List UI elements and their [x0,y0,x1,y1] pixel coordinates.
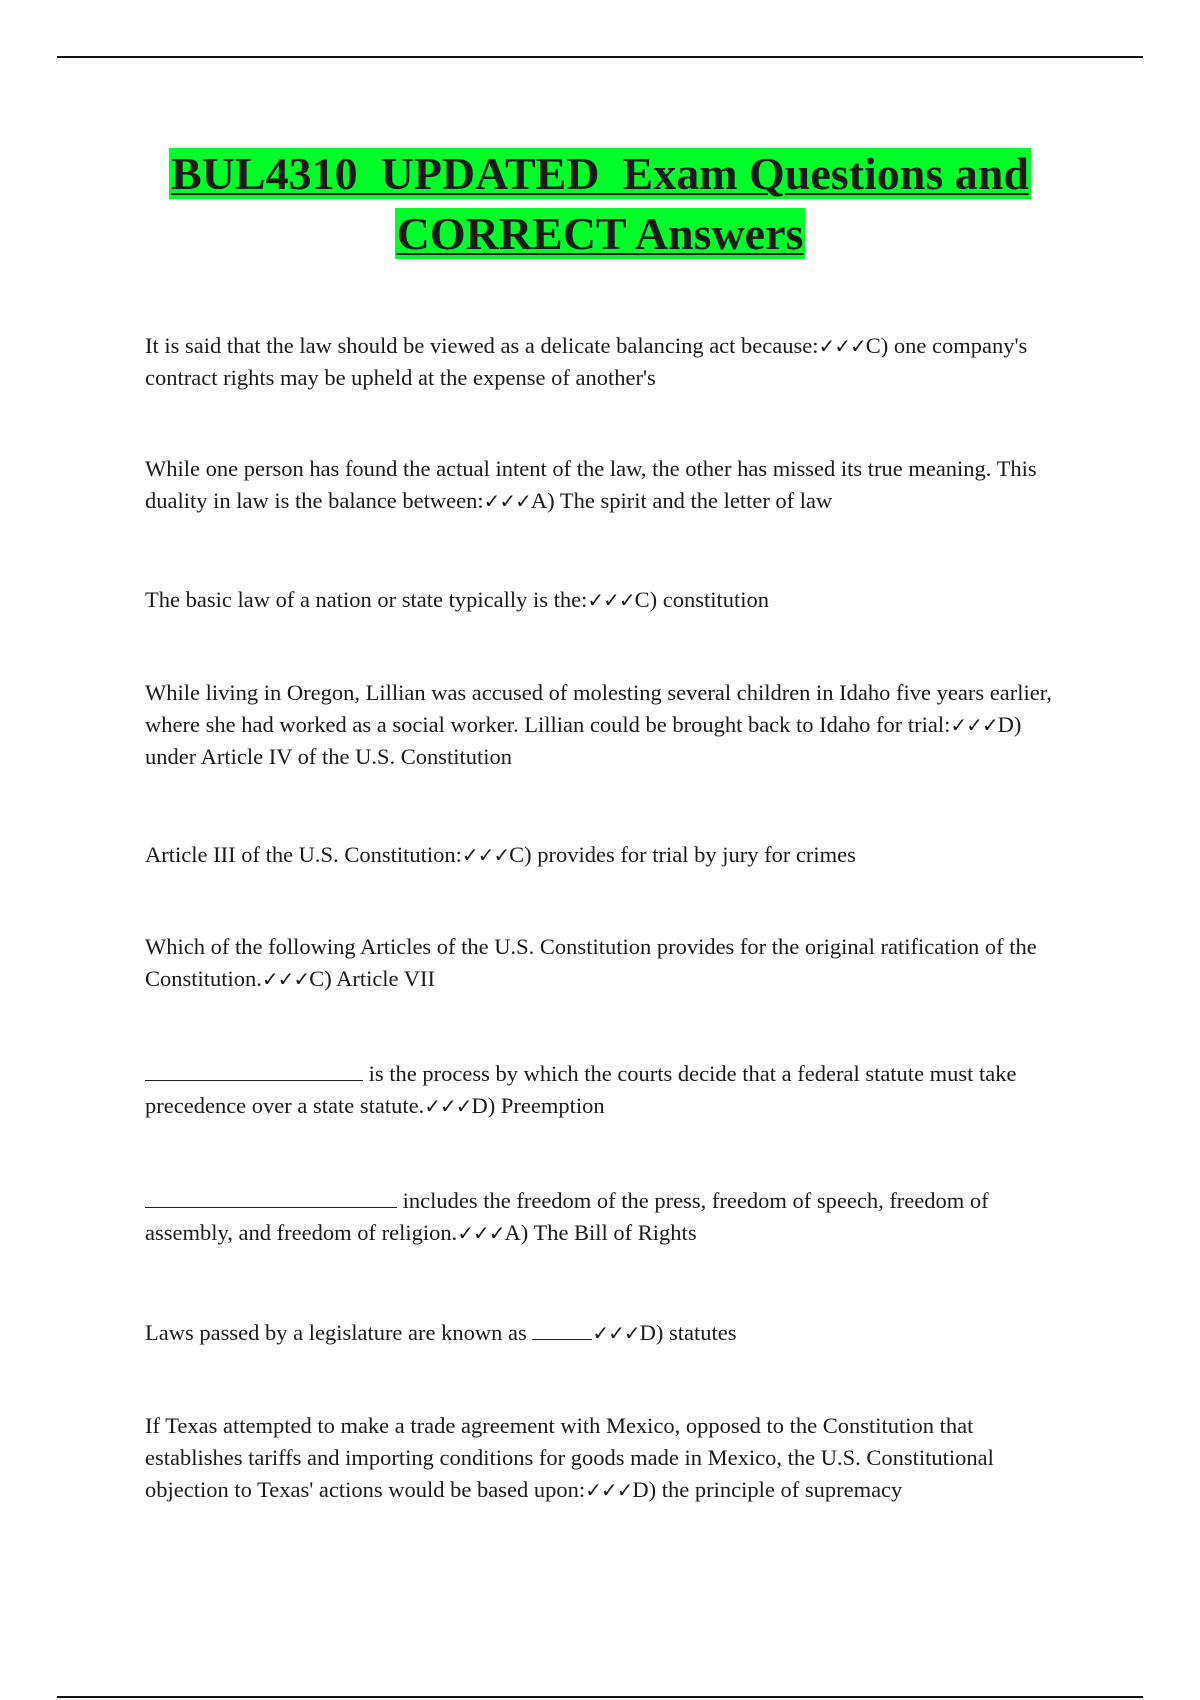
qa-item-7 [145,1058,1055,1122]
qa-item-10 [145,1410,1055,1506]
answer-text: D) under Article IV of the U.S. Constitution [145,712,1022,769]
fill-in-blank [145,1058,363,1081]
title-line-1: BUL4310 UPDATED Exam Questions and [171,148,1029,199]
check-marks: ✓✓✓ [592,1321,640,1345]
answer-text: C) Article VII [309,966,435,991]
qa-item-3 [145,584,1055,616]
fill-in-blank [145,1185,397,1208]
check-marks: ✓✓✓ [818,334,866,358]
question-text: It is said that the law should be viewed as a delicate balancing act because: [145,333,819,358]
question-text: Laws passed by a legislature are known as [145,1320,533,1345]
qa-item-6 [145,931,1055,995]
answer-text: C) constitution [634,587,770,612]
answer-text: C) provides for trial by jury for crimes [509,842,856,867]
check-marks: ✓✓✓ [950,713,998,737]
bottom-rule [57,1696,1143,1698]
question-text: Article III of the U.S. Constitution: [145,842,462,867]
qa-item-1 [145,330,1055,394]
answer-text: D) statutes [639,1320,737,1345]
check-marks: ✓✓✓ [483,489,531,513]
question-text: While living in Oregon, Lillian was accused of molesting several children in Idaho five years earlier, where she had worked as a social worker. Lillian could be brought back to Idaho for trial: [145,680,1052,737]
question-text: The basic law of a nation or state typically is the: [145,587,588,612]
answer-text: C) one company's contract rights may be upheld at the expense of another's [145,333,1028,390]
check-marks: ✓✓✓ [461,843,510,867]
check-marks: ✓✓✓ [457,1221,505,1245]
check-marks: ✓✓✓ [587,588,635,612]
check-marks: ✓✓✓ [261,967,310,991]
question-text: includes the freedom of the press, freedom of speech, freedom of assembly, and freedom of religion. [145,1188,989,1245]
fill-in-blank [532,1317,592,1340]
qa-item-9 [145,1317,1055,1349]
qa-item-8 [145,1185,1055,1249]
answer-text: D) Preemption [471,1093,605,1118]
qa-item-5 [145,839,1055,871]
answer-text: A) The Bill of Rights [504,1220,697,1245]
answer-text: D) the principle of supremacy [632,1477,903,1502]
question-text: is the process by which the courts decide that a federal statute must take precedence over a state statute. [145,1061,1017,1118]
check-marks: ✓✓✓ [424,1094,472,1118]
question-text: If Texas attempted to make a trade agreement with Mexico, opposed to the Constitution that establishes tariffs and importing conditions for goods made in Mexico, the U.S. Constitutional objection to Texas' actions would be based upon: [145,1413,994,1502]
qa-item-2 [145,453,1055,517]
answer-text: A) The spirit and the letter of law [530,488,833,513]
check-marks: ✓✓✓ [585,1478,633,1502]
qa-item-4 [145,677,1055,773]
document-title [0,144,1200,264]
question-text: While one person has found the actual intent of the law, the other has missed its true meaning. This duality in law is the balance between: [145,456,1037,513]
question-text: Which of the following Articles of the U.S. Constitution provides for the original ratification of the Constitution. [145,934,1037,991]
title-line-2: CORRECT Answers [396,208,804,259]
top-rule [57,56,1143,58]
